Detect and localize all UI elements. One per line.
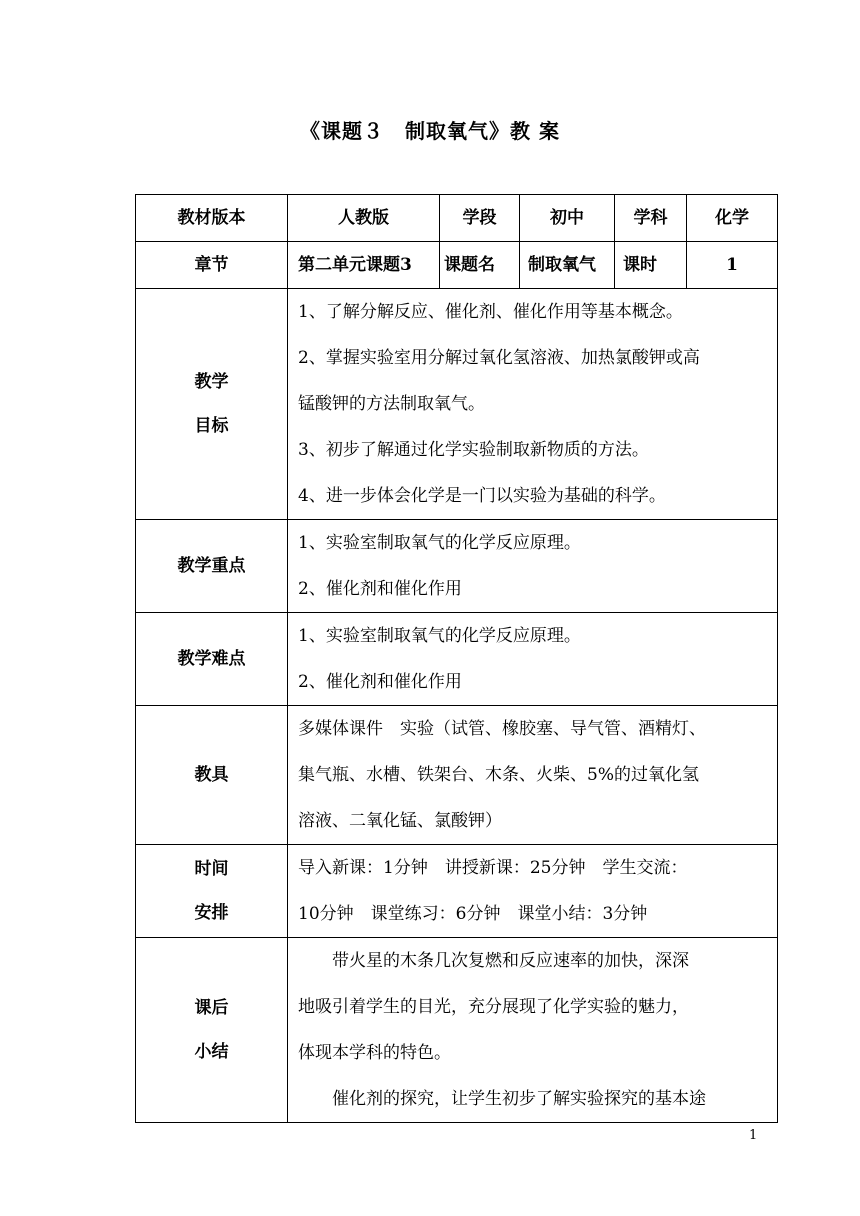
table-row-difficult-points — [136, 613, 778, 706]
summary-line: 带火星的木条几次复燃和反应速率的加快，深深 — [332, 951, 689, 971]
cell-difficult-points-label: 教学难点 — [136, 613, 288, 706]
summary-line: 地吸引着学生的目光，充分展现了化学实验的魅力， — [298, 997, 689, 1017]
objective-line: 1、了解分解反应、催化剂、催化作用等基本概念。 — [298, 302, 683, 322]
cell-key-points-content — [288, 520, 778, 613]
cell-schedule-content — [288, 845, 778, 938]
table-row-schedule — [136, 845, 778, 938]
schedule-line: 10分钟 课堂练习：6分钟 课堂小结：3分钟 — [298, 904, 648, 924]
cell-key-points-label: 教学重点 — [136, 520, 288, 613]
summary-line: 体现本学科的特色。 — [298, 1043, 451, 1063]
cell-topic-label: 课题名 — [440, 242, 520, 289]
objective-line: 4、进一步体会化学是一门以实验为基础的科学。 — [298, 486, 666, 506]
cell-topic-value: 制取氧气 — [520, 242, 615, 289]
cell-period-value: 1 — [687, 242, 778, 289]
cell-tools-label: 教具 — [136, 706, 288, 845]
difficult-point-line: 2、催化剂和催化作用 — [298, 672, 462, 692]
cell-textbook-version-label: 教材版本 — [136, 195, 288, 242]
cell-subject-value: 化学 — [687, 195, 778, 242]
summary-label-line-1: 课后 — [194, 998, 229, 1018]
cell-chapter-label: 章节 — [136, 242, 288, 289]
tools-line: 集气瓶、水槽、铁架台、木条、火柴、5%的过氧化氢 — [298, 765, 699, 785]
table-row-summary — [136, 938, 778, 1123]
cell-difficult-points-content — [288, 613, 778, 706]
objective-line: 3、初步了解通过化学实验制取新物质的方法。 — [298, 440, 649, 460]
table-row-key-points — [136, 520, 778, 613]
objective-line: 锰酸钾的方法制取氧气。 — [298, 394, 485, 414]
key-point-line: 1、实验室制取氧气的化学反应原理。 — [298, 533, 581, 553]
page-number: 1 — [749, 1128, 758, 1143]
key-point-line: 2、催化剂和催化作用 — [298, 579, 462, 599]
tools-line: 多媒体课件 实验（试管、橡胶塞、导气管、酒精灯、 — [298, 719, 706, 739]
cell-summary-content — [288, 938, 778, 1123]
lesson-plan-table — [135, 194, 778, 1123]
table-row-tools — [136, 706, 778, 845]
cell-stage-label: 学段 — [440, 195, 520, 242]
cell-summary-label — [136, 938, 288, 1123]
difficult-point-line: 1、实验室制取氧气的化学反应原理。 — [298, 626, 581, 646]
cell-stage-value: 初中 — [520, 195, 615, 242]
objective-line: 2、掌握实验室用分解过氧化氢溶液、加热氯酸钾或高 — [298, 348, 700, 368]
objectives-label-line-1: 教学 — [194, 372, 229, 392]
table-row-chapter — [136, 242, 778, 289]
cell-subject-label: 学科 — [615, 195, 687, 242]
cell-textbook-version-value: 人教版 — [288, 195, 440, 242]
cell-objectives-label — [136, 289, 288, 520]
cell-objectives-content — [288, 289, 778, 520]
schedule-line: 导入新课：1分钟 讲授新课：25分钟 学生交流： — [298, 858, 688, 878]
cell-chapter-value: 第二单元课题3 — [288, 242, 440, 289]
cell-tools-content — [288, 706, 778, 845]
summary-line: 催化剂的探究，让学生初步了解实验探究的基本途 — [332, 1089, 706, 1109]
table-row-header — [136, 195, 778, 242]
objectives-label-line-2: 目标 — [194, 416, 229, 436]
cell-schedule-label — [136, 845, 288, 938]
summary-label-line-2: 小结 — [194, 1042, 229, 1062]
cell-period-label: 课时 — [615, 242, 687, 289]
document-title: 《课题３ 制取氧气》教 案 — [300, 119, 560, 143]
schedule-label-line-1: 时间 — [194, 859, 229, 879]
schedule-label-line-2: 安排 — [194, 903, 229, 923]
table-row-objectives — [136, 289, 778, 520]
tools-line: 溶液、二氧化锰、氯酸钾） — [298, 811, 502, 831]
